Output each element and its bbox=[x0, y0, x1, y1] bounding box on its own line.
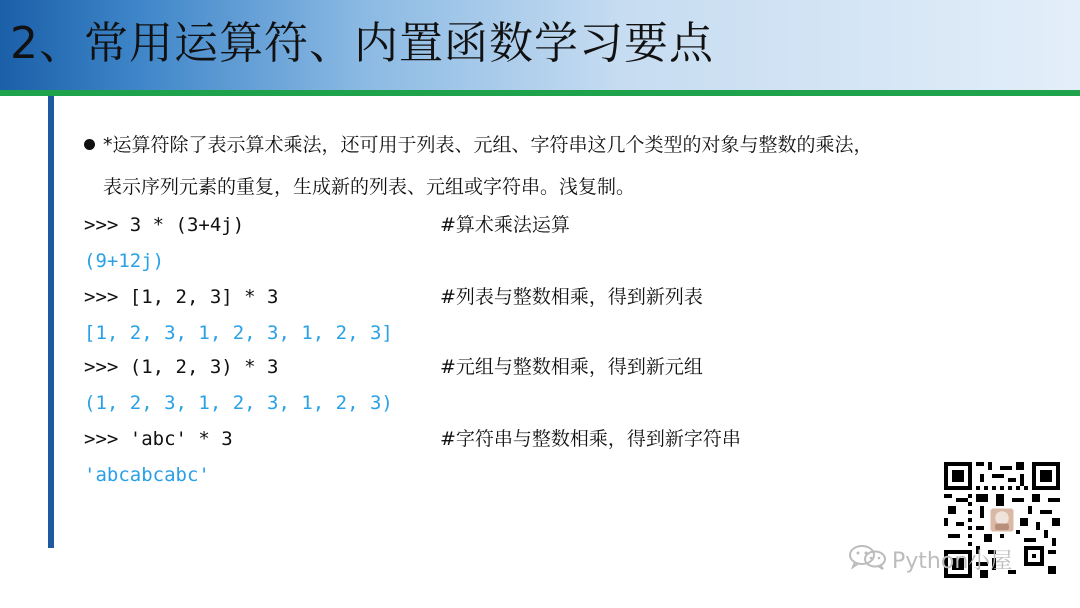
code-output-4: 'abcabcabc' bbox=[84, 464, 210, 486]
code-comment: #元组与整数相乘，得到新元组 bbox=[440, 356, 703, 378]
wechat-icon bbox=[848, 544, 888, 580]
code-output-3: (1, 2, 3, 1, 2, 3, 1, 2, 3) bbox=[84, 392, 393, 414]
bullet-continuation: 表示序列元素的重复，生成新的列表、元组或字符串。浅复制。 bbox=[103, 176, 636, 198]
slide-title: 2、常用运算符、内置函数学习要点 bbox=[10, 18, 714, 69]
watermark-text: Python小屋 bbox=[892, 549, 1013, 574]
code-text: >>> 3 * (3+4j) bbox=[84, 214, 245, 236]
code-comment: #字符串与整数相乘，得到新字符串 bbox=[440, 428, 741, 450]
code-line-2 bbox=[84, 280, 703, 314]
side-accent-bar bbox=[48, 96, 54, 548]
code-output-2: [1, 2, 3, 1, 2, 3, 1, 2, 3] bbox=[84, 322, 393, 344]
code-comment: #算术乘法运算 bbox=[440, 214, 570, 236]
slide-header bbox=[0, 0, 1080, 90]
code-text: >>> [1, 2, 3] * 3 bbox=[84, 286, 279, 308]
header-divider bbox=[0, 90, 1080, 96]
code-output-1: (9+12j) bbox=[84, 250, 165, 272]
code-line-3 bbox=[84, 350, 703, 384]
code-line-1 bbox=[84, 208, 570, 242]
bullet-dot-icon bbox=[84, 139, 95, 150]
code-line-4 bbox=[84, 422, 741, 456]
code-comment: #列表与整数相乘，得到新列表 bbox=[440, 286, 703, 308]
watermark bbox=[848, 544, 1012, 576]
bullet-text-line1: *运算符除了表示算术乘法，还可用于列表、元组、字符串这几个类型的对象与整数的乘法， bbox=[103, 134, 873, 156]
code-text: >>> 'abc' * 3 bbox=[84, 428, 233, 450]
code-text: >>> (1, 2, 3) * 3 bbox=[84, 356, 279, 378]
bullet-point bbox=[84, 128, 873, 162]
